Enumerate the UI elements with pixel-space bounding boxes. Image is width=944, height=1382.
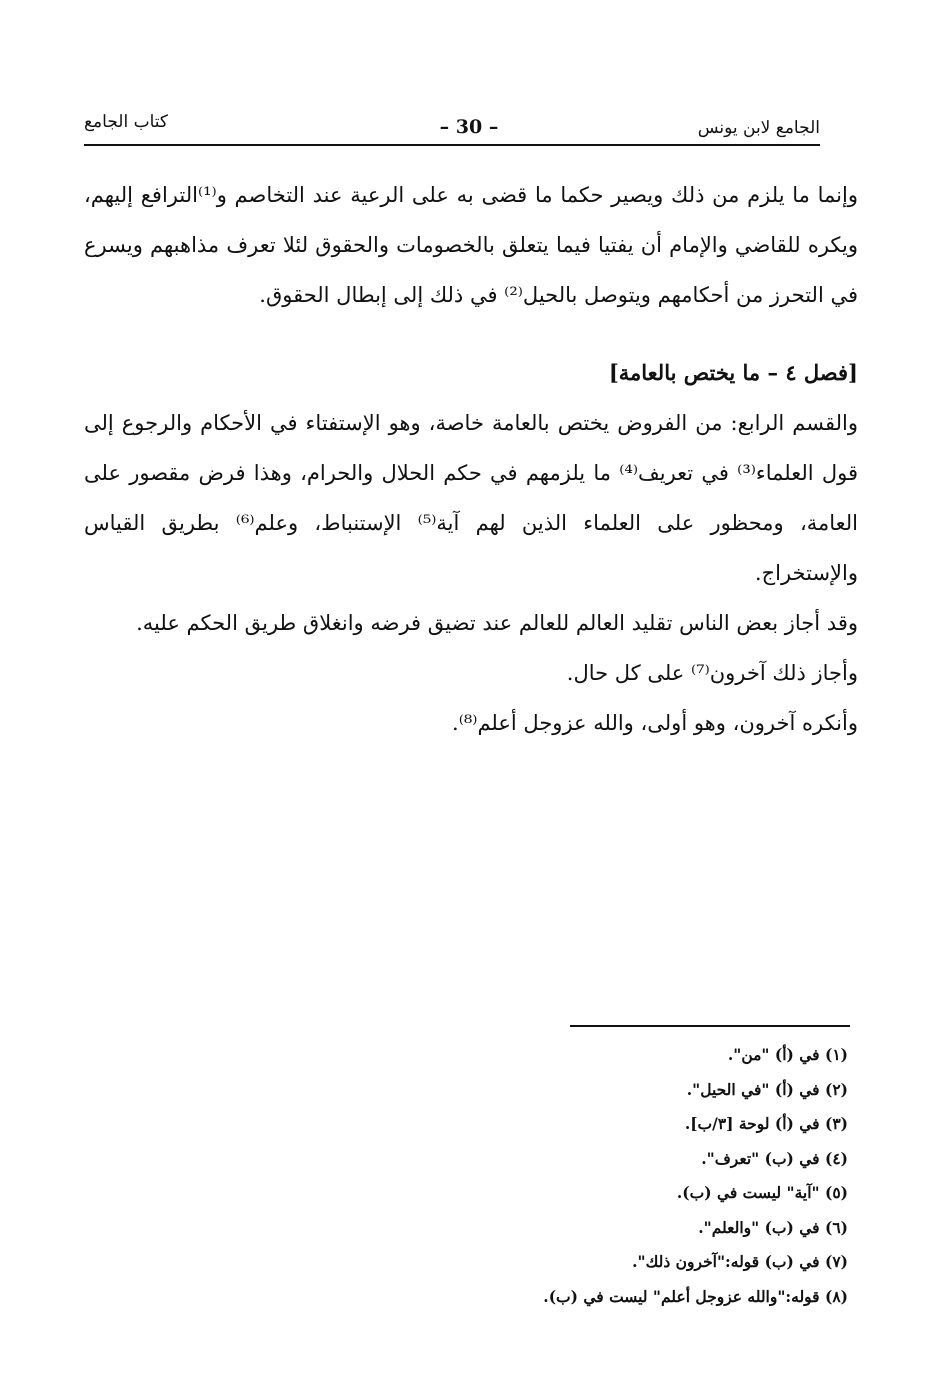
section-heading: [فصل ٤ – ما يختص بالعامة] — [608, 360, 858, 385]
main-text — [84, 170, 858, 748]
footnote: (٥) "آية" ليست في (ب). — [676, 1183, 848, 1202]
paragraph-2: والقسم الرابع: من الفروض يختص بالعامة خاصة، وهو الإستفتاء في الأحكام والرجوع إلى قول العلماء⁽³⁾ في تعريف⁽⁴⁾ ما يلزمهم في حكم الحلال والحرام، وهذا فرض مقصور على العامة، ومحظور على العلماء الذين لهم آية⁽⁵⁾ الإستنباط، وعلم⁽⁶⁾ بطريق القياس والإستخراج. — [84, 411, 859, 585]
book-title: الجامع لابن يونس — [697, 118, 820, 138]
footnote: (٧) في (ب) قوله:"آخرون ذلك". — [632, 1252, 848, 1271]
footnote: (٨) قوله:"والله عزوجل أعلم" ليست في (ب). — [543, 1286, 848, 1306]
paragraph-1: وإنما ما يلزم من ذلك ويصير حكما ما قضى به على الرعية عند التخاصم و⁽¹⁾الترافع إليهم، ويكره للقاضي والإمام أن يفتيا فيما يتعلق بالخصومات والحقوق لئلا تعرف مذاهبهم ويسرع في التحرز من أحكامهم ويتوصل بالحيل⁽²⁾ في ذلك إلى إبطال الحقوق. — [84, 183, 858, 307]
page-header — [84, 112, 820, 146]
footnote-divider — [570, 1025, 850, 1027]
paragraph-5: وأنكره آخرون، وهو أولى، والله عزوجل أعلم⁽⁸⁾. — [452, 711, 858, 735]
chapter-title: كتاب الجامع — [84, 112, 169, 132]
footnote: (٤) في (ب) "تعرف". — [701, 1148, 848, 1168]
footnote: (١) في (أ) "من". — [727, 1045, 848, 1064]
footnotes — [470, 1038, 848, 1314]
footnote: (٢) في (أ) "في الحيل". — [686, 1079, 848, 1099]
paragraph-4: وأجاز ذلك آخرون⁽⁷⁾ على كل حال. — [566, 661, 858, 685]
footnote: (٦) في (ب) "والعلم". — [698, 1217, 848, 1237]
footnote: (٣) في (أ) لوحة [٣/ب]. — [684, 1114, 848, 1133]
paragraph-3: وقد أجاز بعض الناس تقليد العالم للعالم عند تضيق فرضه وانغلاق طريق الحكم عليه. — [136, 611, 858, 635]
page-number: – 30 – — [439, 116, 499, 138]
